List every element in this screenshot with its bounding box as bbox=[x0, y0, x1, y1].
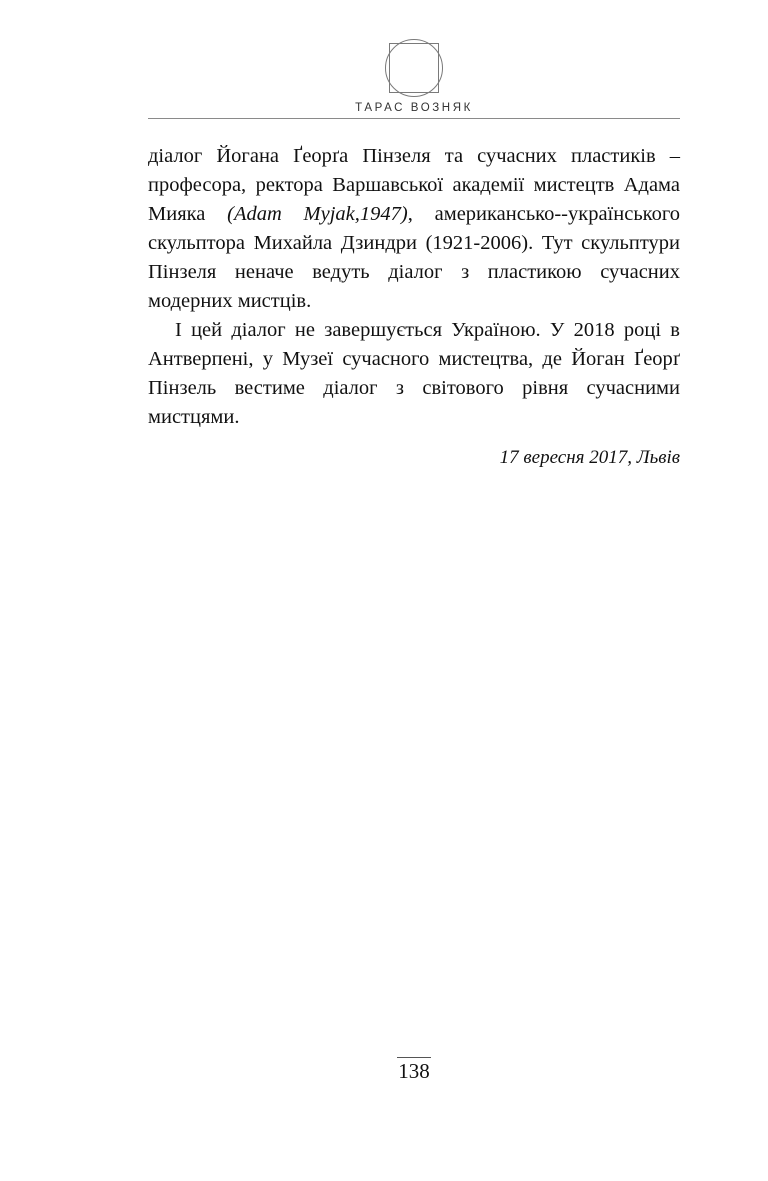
paragraph-1-part-a: діалог Йогана Ґеорґа Пінзеля та сучасних пластиків – професора, ректора Варшавської академії мистецтв Адама Мияка bbox=[148, 145, 680, 225]
paragraph-1 bbox=[148, 142, 680, 316]
page-number: 138 bbox=[398, 1059, 430, 1083]
main-text bbox=[148, 142, 680, 432]
paragraph-1-part-b: , американсько--українського скульптора Михайла Дзиндри (1921-2006). Тут скульптури Пінзеля неначе ведуть діалог з пластикою сучасних модерних мистців. bbox=[148, 203, 680, 312]
circle-square-emblem-icon bbox=[384, 38, 444, 98]
date-place-signature: 17 вересня 2017, Львів bbox=[499, 447, 680, 468]
paragraph-2: І цей діалог не завершується Україною. У 2018 році в Антверпені, у Музеї сучасного мистецтва, де Йоган Ґеорґ Пінзель вестиме діалог з світового рівня сучасними мистцями. bbox=[148, 319, 680, 428]
paragraph-1-italic: (Adam Myjak,1947) bbox=[227, 203, 408, 225]
running-head: ТАРАС ВОЗНЯК bbox=[355, 102, 473, 114]
header-divider bbox=[148, 118, 680, 119]
